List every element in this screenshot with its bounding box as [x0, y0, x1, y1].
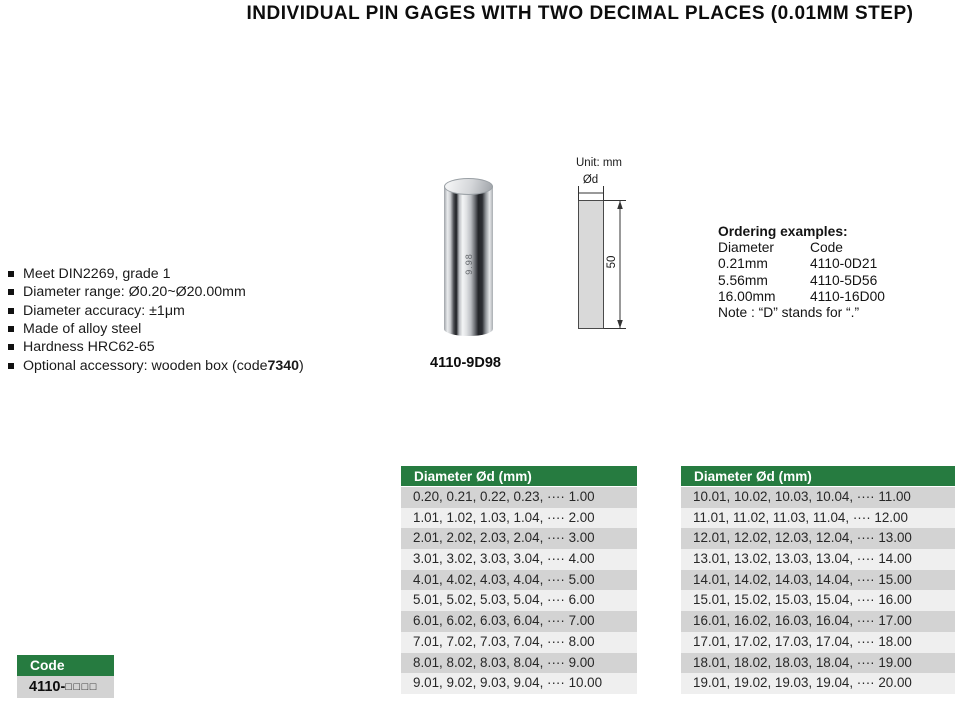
table-row: 12.01, 12.02, 12.03, 12.04, ···· 13.00: [681, 528, 955, 549]
code-box: [17, 655, 114, 698]
feature-text: Diameter accuracy: ±1μm: [23, 302, 185, 319]
feature-item: [8, 338, 304, 356]
pin-photo-code-label: 4110-9D98: [430, 355, 501, 371]
diameter-table-header: Diameter Ød (mm): [401, 466, 637, 487]
table-row: 5.01, 5.02, 5.03, 5.04, ···· 6.00: [401, 590, 637, 611]
table-row: 11.01, 11.02, 11.03, 11.04, ···· 12.00: [681, 508, 955, 529]
diameter-table-right: [681, 466, 955, 694]
ordering-row: [718, 289, 885, 305]
pin-top-face: [444, 178, 493, 195]
feature-item: [8, 320, 304, 338]
table-row: 13.01, 13.02, 13.03, 13.04, ···· 14.00: [681, 549, 955, 570]
table-row: 16.01, 16.02, 16.03, 16.04, ···· 17.00: [681, 611, 955, 632]
pin-gage-photo: [444, 178, 493, 342]
feature-text: Optional accessory: wooden box (code: [23, 357, 268, 374]
square-bullet-icon: [8, 363, 14, 369]
pin-cylinder: [444, 186, 493, 336]
code-box-header: Code: [17, 655, 114, 676]
ordering-row: [718, 273, 885, 289]
feature-item-accessory: [8, 356, 304, 374]
table-row: 2.01, 2.02, 2.03, 2.04, ···· 3.00: [401, 528, 637, 549]
feature-item: [8, 302, 304, 320]
square-bullet-icon: [8, 344, 14, 350]
diameter-table-header: Diameter Ød (mm): [681, 466, 955, 487]
table-row: 8.01, 8.02, 8.03, 8.04, ···· 9.00: [401, 653, 637, 674]
table-row: 0.20, 0.21, 0.22, 0.23, ···· 1.00: [401, 487, 637, 508]
diameter-table-left: [401, 466, 637, 694]
table-row: 6.01, 6.02, 6.03, 6.04, ···· 7.00: [401, 611, 637, 632]
table-row: 7.01, 7.02, 7.03, 7.04, ···· 8.00: [401, 632, 637, 653]
table-row: 9.01, 9.02, 9.03, 9.04, ···· 10.00: [401, 673, 637, 694]
feature-text: Diameter range: Ø0.20~Ø20.00mm: [23, 284, 246, 301]
table-row: 18.01, 18.02, 18.03, 18.04, ···· 19.00: [681, 653, 955, 674]
diameter-table-rows: [401, 487, 637, 694]
code-placeholder-squares: □□□□: [65, 681, 98, 693]
feature-list: [8, 265, 304, 375]
ordering-code: 4110-0D21: [810, 256, 878, 272]
table-row: 14.01, 14.02, 14.03, 14.04, ···· 15.00: [681, 570, 955, 591]
square-bullet-icon: [8, 326, 14, 332]
arrow-up-icon: [617, 201, 623, 209]
square-bullet-icon: [8, 271, 14, 277]
diameter-table-rows: [681, 487, 955, 694]
arrow-down-icon: [617, 320, 623, 328]
feature-text: Hardness HRC62-65: [23, 339, 155, 356]
ordering-columns-row: [718, 240, 885, 256]
table-row: 3.01, 3.02, 3.03, 3.04, ···· 4.00: [401, 549, 637, 570]
feature-item: [8, 283, 304, 301]
square-bullet-icon: [8, 289, 14, 295]
table-row: 19.01, 19.02, 19.03, 19.04, ···· 20.00: [681, 673, 955, 694]
table-row: 15.01, 15.02, 15.03, 15.04, ···· 16.00: [681, 590, 955, 611]
page-title: INDIVIDUAL PIN GAGES WITH TWO DECIMAL PLACES (0.01MM STEP): [246, 3, 914, 24]
ordering-code: 4110-5D56: [810, 272, 878, 288]
table-row: 10.01, 10.02, 10.03, 10.04, ···· 11.00: [681, 487, 955, 508]
square-bullet-icon: [8, 308, 14, 314]
ordering-diameter: 16.00mm: [718, 288, 776, 304]
ordering-col-diameter: Diameter: [718, 240, 774, 256]
diameter-dim-label: Ød: [582, 174, 599, 186]
feature-item: [8, 265, 304, 283]
ordering-diameter: 0.21mm: [718, 256, 768, 272]
code-prefix: 4110-: [29, 679, 66, 695]
pin-outline-rect: [579, 201, 604, 329]
table-row: 17.01, 17.02, 17.03, 17.04, ···· 18.00: [681, 632, 955, 653]
feature-text-suffix: ): [299, 357, 304, 374]
ordering-heading: Ordering examples:: [718, 224, 848, 239]
ordering-diameter: 5.56mm: [718, 272, 768, 288]
ordering-row: [718, 256, 885, 272]
length-dim-label: 50: [606, 255, 618, 269]
code-box-value: [17, 676, 114, 698]
ordering-code: 4110-16D00: [810, 288, 885, 304]
feature-text: Made of alloy steel: [23, 321, 142, 338]
ordering-note: Note : “D” stands for “.”: [718, 305, 860, 321]
accessory-code: 7340: [267, 357, 300, 374]
table-row: 1.01, 1.02, 1.03, 1.04, ···· 2.00: [401, 508, 637, 529]
table-row: 4.01, 4.02, 4.03, 4.04, ···· 5.00: [401, 570, 637, 591]
pin-engraving-text: 9.98: [463, 253, 474, 275]
ordering-examples: [718, 224, 885, 321]
unit-label: Unit: mm: [576, 157, 622, 169]
feature-text: Meet DIN2269, grade 1: [23, 266, 171, 283]
ordering-col-code: Code: [810, 240, 843, 256]
